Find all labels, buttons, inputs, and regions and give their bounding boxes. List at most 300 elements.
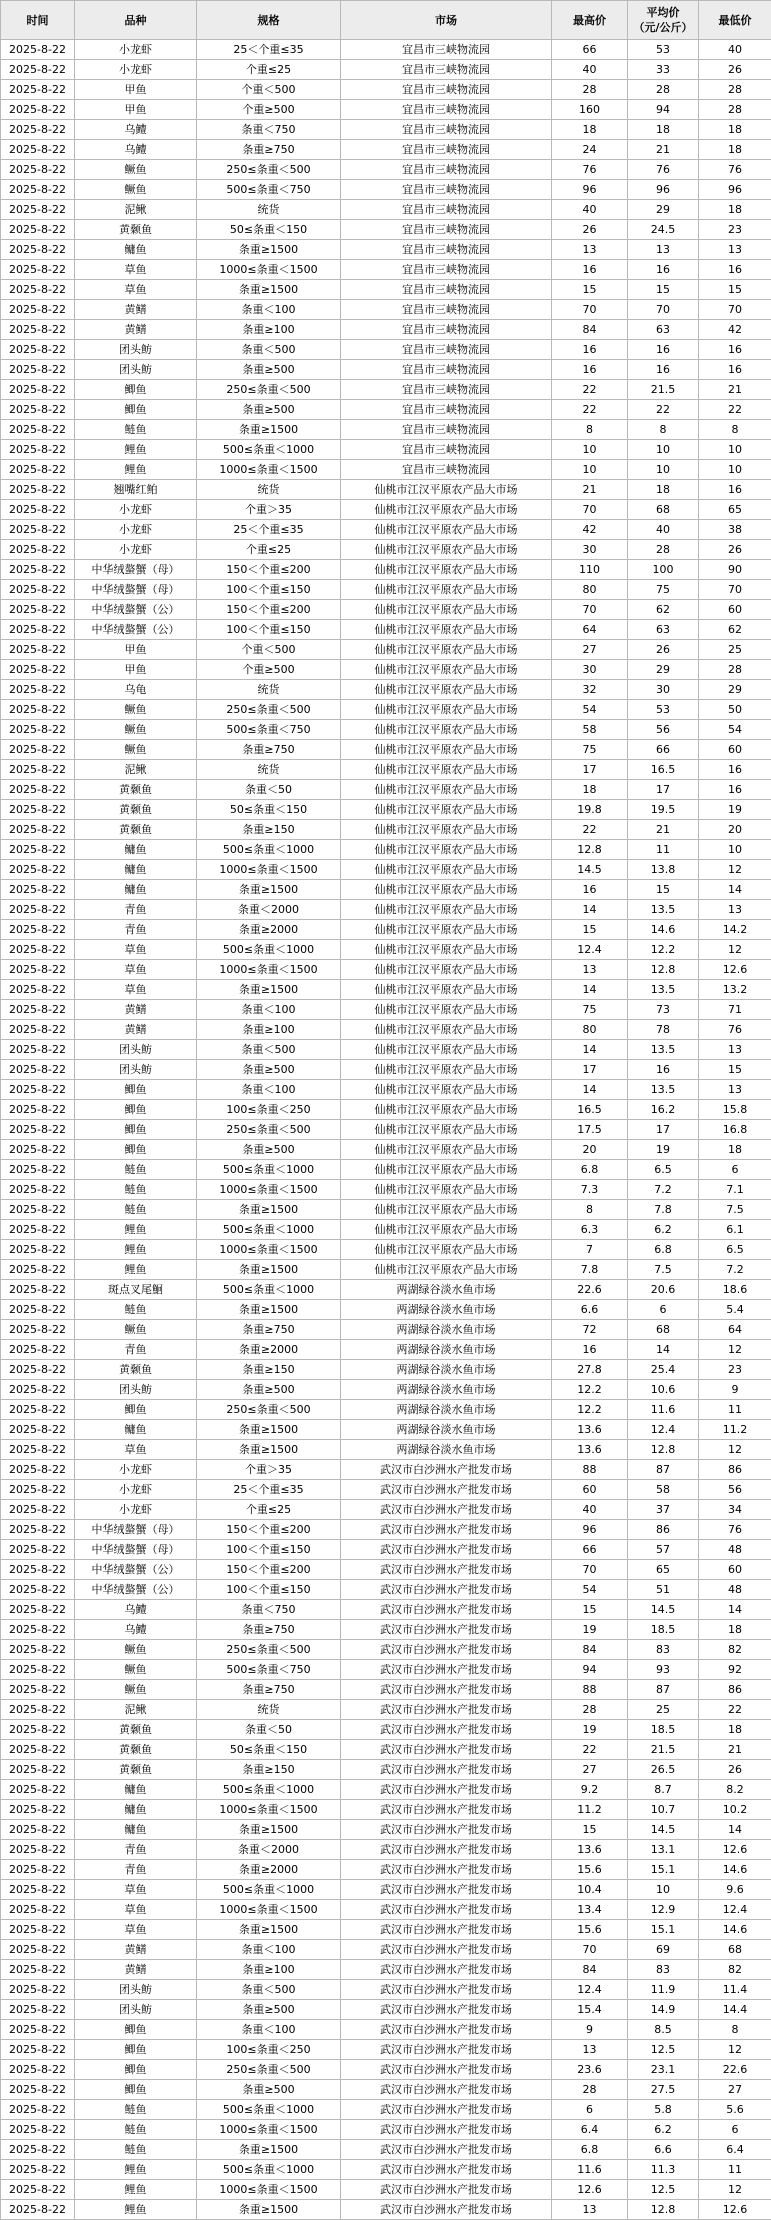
cell-max-price: 14	[552, 1080, 628, 1100]
cell-avg-price: 25	[628, 1700, 699, 1720]
cell-min-price: 10	[699, 840, 771, 860]
cell-avg-price: 12.9	[628, 1900, 699, 1920]
cell-max-price: 32	[552, 680, 628, 700]
cell-avg-price: 5.8	[628, 2100, 699, 2120]
table-row	[1, 1840, 771, 1860]
cell-date: 2025-8-22	[1, 1460, 75, 1480]
cell-variety: 青鱼	[75, 920, 197, 940]
cell-market: 武汉市白沙洲水产批发市场	[341, 1460, 552, 1480]
cell-max-price: 84	[552, 1960, 628, 1980]
cell-max-price: 17	[552, 1060, 628, 1080]
cell-avg-price: 12.4	[628, 1420, 699, 1440]
cell-spec: 250≤条重＜500	[197, 2060, 341, 2080]
cell-market: 武汉市白沙洲水产批发市场	[341, 1940, 552, 1960]
table-row	[1, 160, 771, 180]
cell-spec: 50≤条重＜150	[197, 800, 341, 820]
cell-max-price: 96	[552, 1520, 628, 1540]
table-row	[1, 1800, 771, 1820]
table-row	[1, 1920, 771, 1940]
cell-spec: 250≤条重＜500	[197, 700, 341, 720]
table-row	[1, 300, 771, 320]
cell-date: 2025-8-22	[1, 440, 75, 460]
table-row	[1, 1460, 771, 1480]
cell-avg-price: 18	[628, 120, 699, 140]
cell-max-price: 13	[552, 960, 628, 980]
cell-date: 2025-8-22	[1, 1680, 75, 1700]
cell-market: 宜昌市三峡物流园	[341, 340, 552, 360]
cell-max-price: 72	[552, 1320, 628, 1340]
cell-max-price: 75	[552, 740, 628, 760]
cell-avg-price: 12.8	[628, 960, 699, 980]
table-row	[1, 240, 771, 260]
cell-max-price: 80	[552, 580, 628, 600]
cell-market: 武汉市白沙洲水产批发市场	[341, 1860, 552, 1880]
cell-avg-price: 14.5	[628, 1820, 699, 1840]
cell-spec: 统货	[197, 200, 341, 220]
cell-variety: 鲢鱼	[75, 2140, 197, 2160]
cell-max-price: 13.6	[552, 1440, 628, 1460]
cell-market: 宜昌市三峡物流园	[341, 440, 552, 460]
cell-min-price: 6.5	[699, 1240, 771, 1260]
cell-variety: 鲢鱼	[75, 1180, 197, 1200]
table-row	[1, 720, 771, 740]
cell-date: 2025-8-22	[1, 540, 75, 560]
cell-spec: 条重＜2000	[197, 1840, 341, 1860]
cell-max-price: 10	[552, 440, 628, 460]
cell-min-price: 29	[699, 680, 771, 700]
cell-date: 2025-8-22	[1, 1520, 75, 1540]
cell-max-price: 64	[552, 620, 628, 640]
cell-variety: 团头鲂	[75, 1980, 197, 2000]
cell-date: 2025-8-22	[1, 1420, 75, 1440]
cell-date: 2025-8-22	[1, 520, 75, 540]
cell-variety: 鲤鱼	[75, 2200, 197, 2220]
cell-min-price: 21	[699, 1740, 771, 1760]
cell-max-price: 27	[552, 1760, 628, 1780]
cell-avg-price: 8.7	[628, 1780, 699, 1800]
cell-min-price: 16	[699, 480, 771, 500]
cell-market: 仙桃市江汉平原农产品大市场	[341, 540, 552, 560]
cell-date: 2025-8-22	[1, 120, 75, 140]
cell-market: 仙桃市江汉平原农产品大市场	[341, 920, 552, 940]
table-row	[1, 840, 771, 860]
cell-max-price: 6.4	[552, 2120, 628, 2140]
cell-variety: 鲢鱼	[75, 2120, 197, 2140]
cell-min-price: 8	[699, 2020, 771, 2040]
cell-avg-price: 13.5	[628, 1080, 699, 1100]
cell-max-price: 6.8	[552, 2140, 628, 2160]
cell-max-price: 70	[552, 1940, 628, 1960]
cell-date: 2025-8-22	[1, 680, 75, 700]
cell-variety: 黄颡鱼	[75, 800, 197, 820]
cell-min-price: 16	[699, 360, 771, 380]
table-row	[1, 1740, 771, 1760]
cell-spec: 150＜个重≤200	[197, 1560, 341, 1580]
table-row	[1, 340, 771, 360]
cell-date: 2025-8-22	[1, 260, 75, 280]
cell-spec: 个重≤25	[197, 1500, 341, 1520]
table-row	[1, 500, 771, 520]
cell-min-price: 12.6	[699, 2200, 771, 2220]
cell-max-price: 22.6	[552, 1280, 628, 1300]
cell-avg-price: 11.6	[628, 1400, 699, 1420]
cell-spec: 条重＜100	[197, 2020, 341, 2040]
cell-max-price: 15.4	[552, 2000, 628, 2020]
cell-variety: 鳜鱼	[75, 180, 197, 200]
cell-market: 仙桃市江汉平原农产品大市场	[341, 1220, 552, 1240]
cell-date: 2025-8-22	[1, 940, 75, 960]
cell-avg-price: 33	[628, 60, 699, 80]
cell-avg-price: 27.5	[628, 2080, 699, 2100]
cell-spec: 150＜个重≤200	[197, 1520, 341, 1540]
cell-date: 2025-8-22	[1, 660, 75, 680]
cell-date: 2025-8-22	[1, 1780, 75, 1800]
cell-spec: 条重≥150	[197, 820, 341, 840]
cell-market: 武汉市白沙洲水产批发市场	[341, 1580, 552, 1600]
cell-market: 仙桃市江汉平原农产品大市场	[341, 720, 552, 740]
cell-spec: 个重＞35	[197, 1460, 341, 1480]
cell-market: 宜昌市三峡物流园	[341, 200, 552, 220]
cell-date: 2025-8-22	[1, 760, 75, 780]
cell-min-price: 12	[699, 2040, 771, 2060]
table-row	[1, 1940, 771, 1960]
cell-min-price: 14.4	[699, 2000, 771, 2020]
cell-variety: 小龙虾	[75, 520, 197, 540]
table-row	[1, 180, 771, 200]
cell-max-price: 22	[552, 1740, 628, 1760]
cell-avg-price: 17	[628, 780, 699, 800]
cell-variety: 鳜鱼	[75, 160, 197, 180]
cell-market: 仙桃市江汉平原农产品大市场	[341, 960, 552, 980]
cell-min-price: 22	[699, 400, 771, 420]
cell-spec: 条重≥1500	[197, 980, 341, 1000]
cell-market: 武汉市白沙洲水产批发市场	[341, 2120, 552, 2140]
cell-min-price: 76	[699, 1020, 771, 1040]
cell-date: 2025-8-22	[1, 1980, 75, 2000]
cell-date: 2025-8-22	[1, 1840, 75, 1860]
cell-variety: 泥鳅	[75, 200, 197, 220]
cell-date: 2025-8-22	[1, 1200, 75, 1220]
cell-spec: 500≤条重＜1000	[197, 1160, 341, 1180]
table-row	[1, 40, 771, 60]
cell-min-price: 71	[699, 1000, 771, 1020]
cell-spec: 1000≤条重＜1500	[197, 1900, 341, 1920]
table-row	[1, 1080, 771, 1100]
table-row	[1, 520, 771, 540]
cell-spec: 个重≥500	[197, 660, 341, 680]
table-row	[1, 780, 771, 800]
table-row	[1, 60, 771, 80]
cell-avg-price: 51	[628, 1580, 699, 1600]
cell-date: 2025-8-22	[1, 200, 75, 220]
table-row	[1, 1560, 771, 1580]
cell-max-price: 13	[552, 240, 628, 260]
cell-market: 仙桃市江汉平原农产品大市场	[341, 1060, 552, 1080]
cell-variety: 鳜鱼	[75, 720, 197, 740]
cell-variety: 鲫鱼	[75, 1080, 197, 1100]
cell-variety: 黄鳝	[75, 300, 197, 320]
cell-spec: 500≤条重＜750	[197, 180, 341, 200]
cell-market: 两湖绿谷淡水鱼市场	[341, 1400, 552, 1420]
table-row	[1, 1820, 771, 1840]
cell-avg-price: 21.5	[628, 380, 699, 400]
cell-avg-price: 19.5	[628, 800, 699, 820]
cell-avg-price: 68	[628, 1320, 699, 1340]
cell-spec: 250≤条重＜500	[197, 160, 341, 180]
cell-variety: 鳜鱼	[75, 1640, 197, 1660]
cell-avg-price: 6.8	[628, 1240, 699, 1260]
cell-avg-price: 10	[628, 1880, 699, 1900]
cell-market: 武汉市白沙洲水产批发市场	[341, 1820, 552, 1840]
cell-min-price: 12	[699, 860, 771, 880]
cell-avg-price: 58	[628, 1480, 699, 1500]
cell-spec: 条重≥500	[197, 400, 341, 420]
cell-spec: 条重＜100	[197, 1940, 341, 1960]
cell-variety: 甲鱼	[75, 100, 197, 120]
cell-avg-price: 66	[628, 740, 699, 760]
cell-min-price: 11	[699, 2160, 771, 2180]
cell-min-price: 76	[699, 1520, 771, 1540]
cell-avg-price: 11.9	[628, 1980, 699, 2000]
cell-spec: 条重＜750	[197, 120, 341, 140]
cell-max-price: 160	[552, 100, 628, 120]
cell-date: 2025-8-22	[1, 1580, 75, 1600]
cell-max-price: 17	[552, 760, 628, 780]
cell-date: 2025-8-22	[1, 620, 75, 640]
cell-min-price: 10	[699, 460, 771, 480]
cell-variety: 黄颡鱼	[75, 1740, 197, 1760]
cell-spec: 500≤条重＜1000	[197, 1220, 341, 1240]
cell-variety: 草鱼	[75, 280, 197, 300]
cell-min-price: 86	[699, 1680, 771, 1700]
cell-min-price: 90	[699, 560, 771, 580]
cell-min-price: 76	[699, 160, 771, 180]
cell-date: 2025-8-22	[1, 1100, 75, 1120]
cell-date: 2025-8-22	[1, 1000, 75, 1020]
cell-avg-price: 16	[628, 260, 699, 280]
cell-date: 2025-8-22	[1, 1720, 75, 1740]
cell-date: 2025-8-22	[1, 640, 75, 660]
cell-max-price: 9.2	[552, 1780, 628, 1800]
cell-avg-price: 14.5	[628, 1600, 699, 1620]
cell-date: 2025-8-22	[1, 1820, 75, 1840]
cell-market: 武汉市白沙洲水产批发市场	[341, 1640, 552, 1660]
cell-date: 2025-8-22	[1, 800, 75, 820]
cell-avg-price: 23.1	[628, 2060, 699, 2080]
cell-market: 宜昌市三峡物流园	[341, 300, 552, 320]
cell-avg-price: 7.5	[628, 1260, 699, 1280]
cell-spec: 统货	[197, 1700, 341, 1720]
cell-avg-price: 73	[628, 1000, 699, 1020]
cell-avg-price: 70	[628, 300, 699, 320]
cell-max-price: 10	[552, 460, 628, 480]
cell-market: 宜昌市三峡物流园	[341, 460, 552, 480]
cell-spec: 条重≥100	[197, 1960, 341, 1980]
cell-avg-price: 57	[628, 1540, 699, 1560]
cell-date: 2025-8-22	[1, 1860, 75, 1880]
table-row	[1, 1880, 771, 1900]
cell-date: 2025-8-22	[1, 460, 75, 480]
table-row	[1, 660, 771, 680]
cell-date: 2025-8-22	[1, 1600, 75, 1620]
cell-variety: 鳙鱼	[75, 1820, 197, 1840]
cell-variety: 中华绒螯蟹（母）	[75, 560, 197, 580]
table-body	[1, 40, 771, 2220]
cell-market: 武汉市白沙洲水产批发市场	[341, 1980, 552, 2000]
cell-variety: 黄颡鱼	[75, 1760, 197, 1780]
table-row	[1, 580, 771, 600]
cell-market: 仙桃市江汉平原农产品大市场	[341, 500, 552, 520]
cell-variety: 鲫鱼	[75, 1140, 197, 1160]
cell-date: 2025-8-22	[1, 500, 75, 520]
cell-market: 仙桃市江汉平原农产品大市场	[341, 940, 552, 960]
cell-variety: 鳜鱼	[75, 1320, 197, 1340]
cell-spec: 500≤条重＜750	[197, 720, 341, 740]
cell-market: 武汉市白沙洲水产批发市场	[341, 1620, 552, 1640]
table-row	[1, 1100, 771, 1120]
table-row	[1, 1540, 771, 1560]
table-row	[1, 2180, 771, 2200]
cell-spec: 50≤条重＜150	[197, 1740, 341, 1760]
cell-market: 仙桃市江汉平原农产品大市场	[341, 660, 552, 680]
cell-spec: 条重≥750	[197, 1620, 341, 1640]
cell-market: 仙桃市江汉平原农产品大市场	[341, 1100, 552, 1120]
table-row	[1, 760, 771, 780]
cell-spec: 1000≤条重＜1500	[197, 2120, 341, 2140]
cell-avg-price: 21	[628, 140, 699, 160]
cell-spec: 条重≥100	[197, 320, 341, 340]
cell-min-price: 6.4	[699, 2140, 771, 2160]
cell-variety: 鲫鱼	[75, 400, 197, 420]
cell-date: 2025-8-22	[1, 1180, 75, 1200]
cell-min-price: 12	[699, 1340, 771, 1360]
cell-max-price: 27	[552, 640, 628, 660]
cell-avg-price: 18.5	[628, 1720, 699, 1740]
table-row	[1, 1180, 771, 1200]
cell-variety: 鳙鱼	[75, 1780, 197, 1800]
cell-date: 2025-8-22	[1, 1120, 75, 1140]
cell-market: 武汉市白沙洲水产批发市场	[341, 2080, 552, 2100]
cell-spec: 条重≥1500	[197, 880, 341, 900]
cell-variety: 鳙鱼	[75, 1420, 197, 1440]
cell-date: 2025-8-22	[1, 1540, 75, 1560]
cell-min-price: 25	[699, 640, 771, 660]
cell-avg-price: 20.6	[628, 1280, 699, 1300]
cell-date: 2025-8-22	[1, 1900, 75, 1920]
cell-variety: 鲫鱼	[75, 2040, 197, 2060]
cell-spec: 500≤条重＜1000	[197, 1280, 341, 1300]
cell-variety: 鲫鱼	[75, 1100, 197, 1120]
cell-market: 武汉市白沙洲水产批发市场	[341, 1700, 552, 1720]
table-row	[1, 380, 771, 400]
cell-date: 2025-8-22	[1, 1160, 75, 1180]
table-row	[1, 1780, 771, 1800]
cell-market: 仙桃市江汉平原农产品大市场	[341, 1260, 552, 1280]
table-row	[1, 920, 771, 940]
cell-spec: 条重≥1500	[197, 1420, 341, 1440]
cell-max-price: 11.6	[552, 2160, 628, 2180]
table-row	[1, 200, 771, 220]
cell-max-price: 12.2	[552, 1380, 628, 1400]
cell-market: 武汉市白沙洲水产批发市场	[341, 2040, 552, 2060]
header-market: 市场	[341, 1, 552, 40]
cell-variety: 中华绒螯蟹（公）	[75, 1580, 197, 1600]
cell-avg-price: 7.2	[628, 1180, 699, 1200]
cell-min-price: 18	[699, 200, 771, 220]
cell-market: 仙桃市江汉平原农产品大市场	[341, 780, 552, 800]
cell-variety: 鲤鱼	[75, 1260, 197, 1280]
cell-max-price: 96	[552, 180, 628, 200]
cell-variety: 黄鳝	[75, 1960, 197, 1980]
cell-max-price: 13.6	[552, 1420, 628, 1440]
table-row	[1, 640, 771, 660]
cell-variety: 鳙鱼	[75, 880, 197, 900]
table-row	[1, 1900, 771, 1920]
cell-min-price: 16	[699, 340, 771, 360]
cell-max-price: 13.6	[552, 1840, 628, 1860]
cell-min-price: 13	[699, 1040, 771, 1060]
cell-min-price: 26	[699, 1760, 771, 1780]
cell-avg-price: 15	[628, 280, 699, 300]
cell-spec: 统货	[197, 680, 341, 700]
cell-min-price: 82	[699, 1640, 771, 1660]
cell-max-price: 22	[552, 380, 628, 400]
cell-avg-price: 87	[628, 1680, 699, 1700]
cell-max-price: 14	[552, 900, 628, 920]
cell-spec: 条重＜100	[197, 1080, 341, 1100]
table-row	[1, 1700, 771, 1720]
cell-date: 2025-8-22	[1, 380, 75, 400]
table-row	[1, 1720, 771, 1740]
table-row	[1, 280, 771, 300]
cell-spec: 个重≤25	[197, 60, 341, 80]
cell-avg-price: 13.8	[628, 860, 699, 880]
cell-date: 2025-8-22	[1, 1260, 75, 1280]
cell-market: 仙桃市江汉平原农产品大市场	[341, 1020, 552, 1040]
cell-spec: 25＜个重≤35	[197, 40, 341, 60]
cell-avg-price: 93	[628, 1660, 699, 1680]
cell-variety: 鲫鱼	[75, 2020, 197, 2040]
cell-market: 宜昌市三峡物流园	[341, 360, 552, 380]
cell-avg-price: 78	[628, 1020, 699, 1040]
cell-spec: 条重≥750	[197, 140, 341, 160]
cell-max-price: 94	[552, 1660, 628, 1680]
cell-avg-price: 10	[628, 460, 699, 480]
cell-date: 2025-8-22	[1, 1280, 75, 1300]
cell-max-price: 17.5	[552, 1120, 628, 1140]
cell-variety: 鲤鱼	[75, 1220, 197, 1240]
table-row	[1, 1480, 771, 1500]
cell-max-price: 28	[552, 1700, 628, 1720]
cell-min-price: 12	[699, 940, 771, 960]
cell-min-price: 19	[699, 800, 771, 820]
cell-spec: 500≤条重＜1000	[197, 940, 341, 960]
cell-avg-price: 53	[628, 700, 699, 720]
cell-min-price: 6	[699, 1160, 771, 1180]
cell-variety: 鲫鱼	[75, 380, 197, 400]
cell-date: 2025-8-22	[1, 1760, 75, 1780]
cell-avg-price: 83	[628, 1960, 699, 1980]
cell-market: 仙桃市江汉平原农产品大市场	[341, 860, 552, 880]
cell-avg-price: 16.5	[628, 760, 699, 780]
cell-date: 2025-8-22	[1, 2140, 75, 2160]
cell-max-price: 40	[552, 60, 628, 80]
cell-min-price: 18	[699, 1620, 771, 1640]
cell-min-price: 48	[699, 1540, 771, 1560]
cell-spec: 条重≥500	[197, 1380, 341, 1400]
cell-date: 2025-8-22	[1, 360, 75, 380]
cell-variety: 草鱼	[75, 1920, 197, 1940]
